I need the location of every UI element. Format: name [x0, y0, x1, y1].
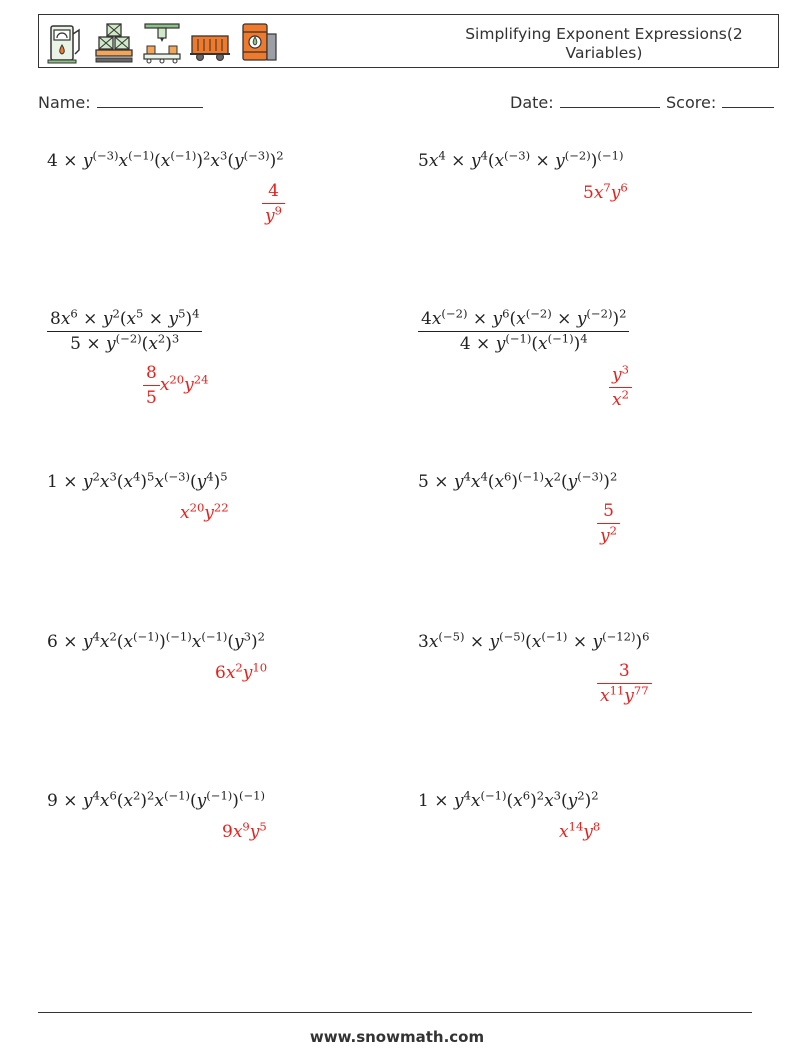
conveyor-icon — [141, 20, 183, 64]
answer-3: $\frac{8}{5}$ $x^{20}y^{24}$ — [143, 362, 208, 409]
fuel-pump-icon — [45, 20, 87, 64]
footer-url[interactable]: www.snowmath.com — [309, 1028, 485, 1046]
problem-3: $\frac{8x^6 \times y^2(x^5 \times y^5)^4}{5 \times y^{(-2)}(x^2)^3}$ — [47, 308, 202, 355]
answer-10: $x^{14}y^8$ — [559, 819, 601, 842]
date-label: Date: — [510, 93, 554, 112]
name-line — [97, 94, 203, 108]
answer-4: $\frac{y^3}{x^2}$ — [609, 364, 632, 411]
oil-barrel-icon — [237, 20, 279, 64]
date-line — [560, 94, 660, 108]
problem-1: $4 \times y^{(-3)}x^{(-1)}(x^{(-1)})^2x^3(y^{(-3)})^2$ — [47, 148, 284, 171]
answer-9: $9x^9y^5$ — [222, 819, 267, 842]
worksheet-header — [38, 14, 779, 68]
answer-6: $\frac{5}{y^2}$ — [597, 500, 620, 547]
problem-4: $\frac{4x^{(-2)} \times y^6(x^{(-2)} \times y^{(-2)})^2}{4 \times y^{(-1)}(x^{(-1)})^4}$ — [418, 308, 629, 355]
problem-8: $3x^{(-5)} \times y^{(-5)}(x^{(-1)} \times y^{(-12)})^6$ — [418, 629, 650, 652]
date-field — [510, 93, 660, 112]
worksheet-title: Simplifying Exponent Expressions(2 Variables) — [465, 25, 743, 62]
score-field — [666, 93, 774, 112]
name-label: Name: — [38, 93, 91, 112]
answer-8: $\frac{3}{x^{11}y^{77}}$ — [597, 660, 652, 707]
crates-icon — [93, 20, 135, 64]
problem-10: $1 \times y^4x^{(-1)}(x^6)^2x^3(y^2)^2$ — [418, 788, 599, 811]
header-icons — [45, 19, 279, 65]
score-label: Score: — [666, 93, 717, 112]
answer-5: $x^{20}y^{22}$ — [180, 500, 229, 523]
problem-6: $5 \times y^4x^4(x^6)^{(-1)}x^2(y^{(-3)})^2$ — [418, 469, 618, 492]
problem-9: $9 \times y^4x^6(x^2)^2x^{(-1)}(y^{(-1)})^{(-1)}$ — [47, 788, 265, 811]
train-car-icon — [189, 20, 231, 64]
problem-7: $6 \times y^4x^2(x^{(-1)})^{(-1)}x^{(-1)}(y^3)^2$ — [47, 629, 265, 652]
problem-2: $5x^4 \times y^4(x^{(-3)} \times y^{(-2)})^{(-1)}$ — [418, 148, 624, 171]
problem-5: $1 \times y^2x^3(x^4)^5x^{(-3)}(y^4)^5$ — [47, 469, 228, 492]
footer-divider — [38, 1012, 752, 1013]
answer-7: $6x^2y^{10}$ — [215, 660, 268, 683]
score-line — [722, 94, 774, 108]
answer-2: $5x^7y^6$ — [583, 180, 628, 203]
answer-1: $\frac{4}{y^9}$ — [262, 180, 285, 227]
name-field — [38, 93, 203, 112]
